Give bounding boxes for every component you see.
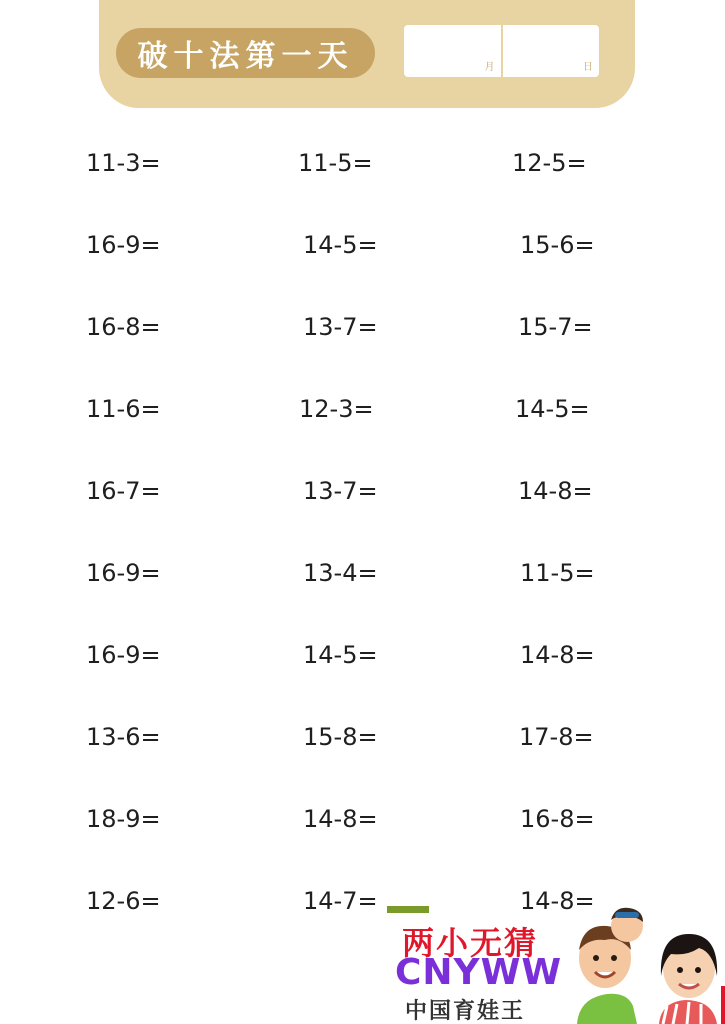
watermark-line3: 中国育娃王 [405, 999, 526, 1024]
problem: 16-9= [86, 231, 161, 259]
watermark-line1: 两小无猜 [402, 924, 539, 962]
month-label: 月 [484, 62, 495, 73]
problem: 16-9= [86, 559, 161, 587]
problem: 14-7= [303, 887, 378, 915]
problem: 13-7= [303, 477, 378, 505]
day-label: 日 [583, 62, 593, 73]
problem: 11-3= [86, 149, 161, 177]
problem: 14-8= [303, 805, 378, 833]
cartoon-kids-illustration [567, 906, 725, 1024]
problem: 14-8= [520, 641, 595, 669]
problem: 14-5= [515, 395, 590, 423]
problem: 12-6= [86, 887, 161, 915]
problem: 12-3= [299, 395, 374, 423]
watermark [387, 906, 725, 1024]
problem: 13-7= [303, 313, 378, 341]
watermark-line2: CNYWW [395, 952, 563, 993]
problem: 11-5= [520, 559, 595, 587]
problem: 12-5= [512, 149, 587, 177]
problem: 15-7= [518, 313, 593, 341]
problem: 16-8= [86, 313, 161, 341]
problem: 14-8= [518, 477, 593, 505]
problem: 18-9= [86, 805, 161, 833]
problem: 11-5= [298, 149, 373, 177]
problem: 11-6= [86, 395, 161, 423]
problem: 13-6= [86, 723, 161, 751]
problem: 13-4= [303, 559, 378, 587]
worksheet-title: 破十法第一天 [116, 28, 375, 78]
watermark-bar [387, 906, 429, 913]
problem: 14-8= [520, 887, 595, 915]
problem: 17-8= [519, 723, 594, 751]
problem: 14-5= [303, 231, 378, 259]
problem: 15-6= [520, 231, 595, 259]
problem: 16-7= [86, 477, 161, 505]
problem: 15-8= [303, 723, 378, 751]
problem: 14-5= [303, 641, 378, 669]
problem: 16-8= [520, 805, 595, 833]
problem: 16-9= [86, 641, 161, 669]
